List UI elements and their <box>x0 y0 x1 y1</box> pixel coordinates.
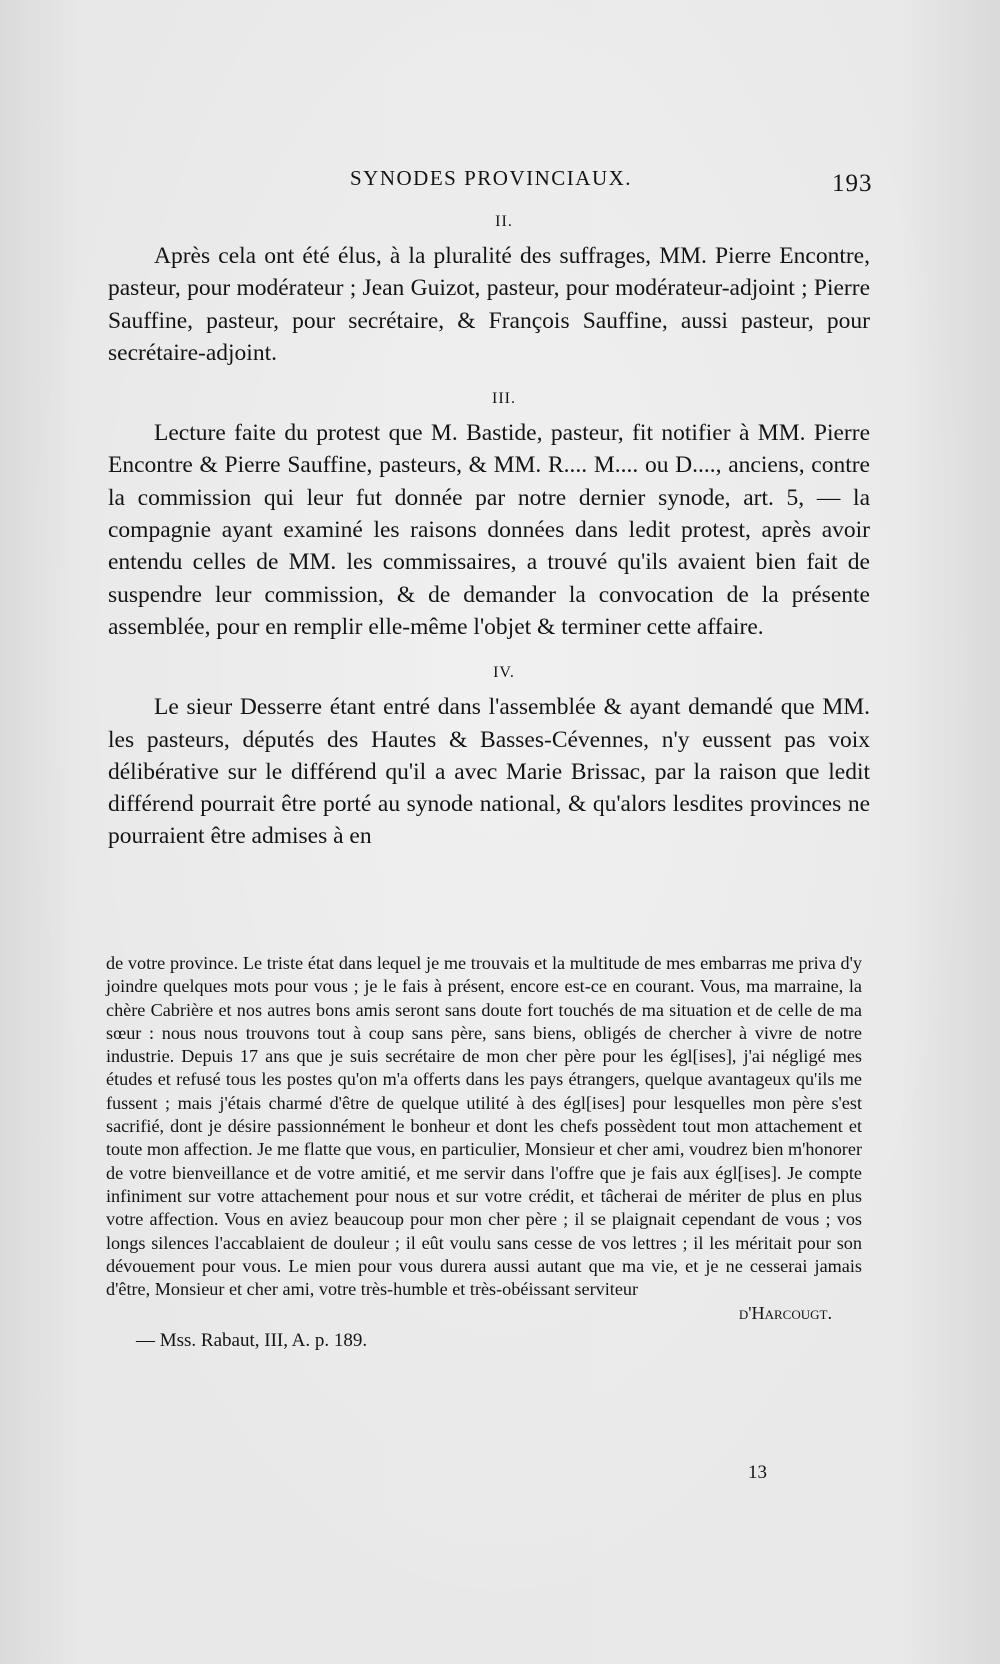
section-numeral: IV. <box>493 664 515 682</box>
article-2 <box>108 210 870 369</box>
running-title: SYNODES PROVINCIAUX. <box>350 166 633 190</box>
section-numeral: II. <box>495 213 513 230</box>
page-number: 193 <box>832 170 873 197</box>
article-paragraph: Après cela ont été élus, à la pluralité des suffrages, MM. Pierre Encontre, pasteur, pour modérateur ; Jean Guizot, pasteur, pour modérateur-adjoint ; Pierre Sauffine, pasteur, pour secrétaire, & François Sauffine, aussi pasteur, pour secrétaire-adjoint. <box>108 243 870 366</box>
article-3 <box>108 387 870 643</box>
main-text <box>108 210 870 853</box>
printer-signature-mark: 13 <box>748 1462 767 1483</box>
article-4 <box>108 661 870 852</box>
article-paragraph: Le sieur Desserre étant entré dans l'assemblée & ayant demandé que MM. les pasteurs, députés des Hautes & Basses-Cévennes, n'y eussent pas voix délibérative sur le différend qu'il a avec Marie Brissac, par la raison que ledit différend pourrait être porté au synode national, & qu'alors lesdites provinces ne pourraient être admises à en <box>108 694 870 850</box>
running-head <box>0 166 1000 196</box>
footnote-signature: d'Harcougt. <box>738 1303 832 1324</box>
footnote <box>106 952 862 1353</box>
section-numeral: III. <box>492 390 516 408</box>
article-paragraph: Lecture faite du protest que M. Bastide, pasteur, fit notifier à MM. Pierre Encontre & Pierre Sauffine, pasteurs, & MM. R.... M.... ou D...., anciens, contre la commission qui leur fut donnée par notre dernier synode, art. 5, — la compagnie ayant examiné les raisons données dans ledit protest, après avoir entendu celles de MM. les commissaires, a trouvé qu'ils avaient bien fait de suspendre leur commission, & de demander la convocation de la présente assemblée, pour en remplir elle-même l'objet & terminer cette affaire. <box>108 420 870 640</box>
footnote-text: de votre province. Le triste état dans lequel je me trouvais et la multitude de mes embarras me priva d'y joindre quelques mots pour vous ; je le fais à présent, encore est-ce en courant. Vous, ma marraine, la chère Cabrière et nos autres bons amis seront sans doute fort touchés de ma situation et de celle de ma sœur : nous nous trouvons tout à coup sans père, sans biens, obligés de chercher à vivre de notre industrie. Depuis 17 ans que je suis secrétaire de mon cher père pour les égl[ises], j'ai négligé mes études et refusé tous les postes qu'on m'a offerts dans les pays étrangers, quelque avantageux qu'ils me fussent ; mais j'étais charmé d'être de quelque utilité à des égl[ises] pour lesquelles mon père s'est sacrifié, dont je désire passionnément le bonheur et dont les chefs possèdent tout mon attachement et toute mon affection. Je me flatte que vous, en particulier, Monsieur et cher ami, voudrez bien m'honorer de votre bienveillance et de votre amitié, et me servir dans l'offre que je fais aux égl[ises]. Je compte infiniment sur votre attachement pour nous et sur votre crédit, et tâcherai de mériter de plus en plus votre affection. Vous en aviez beaucoup pour mon cher père ; il se plaignait cependant de vous ; vos longs silences l'accablaient de douleur ; il eût voulu sans cesse de vos lettres ; il les méritait pour son dévouement pour vous. Le mien pour vous durera aussi autant que ma vie, et je ne cesserai jamais d'être, Monsieur et cher ami, votre très-humble et très-obéissant serviteur <box>106 953 862 1300</box>
source-reference: — Mss. Rabaut, III, A. p. 189. <box>136 1330 368 1352</box>
